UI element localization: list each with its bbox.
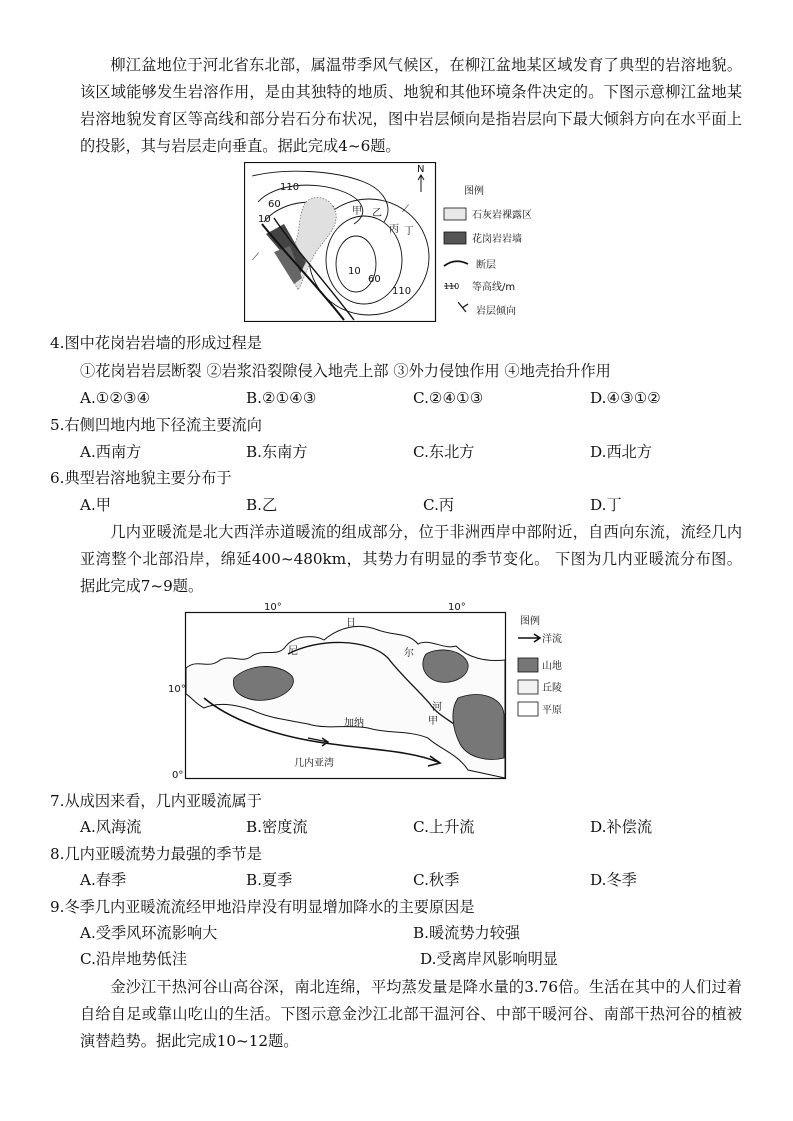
question-4-stem: 4.图中花岗岩岩墙的形成过程是 (50, 334, 262, 352)
option-a[interactable]: A.春季 (80, 871, 127, 889)
option-c[interactable]: C.②④①③ (413, 389, 484, 407)
option-a[interactable]: A.甲 (80, 496, 111, 514)
question-6-options (80, 493, 760, 517)
option-d[interactable]: D.冬季 (590, 871, 637, 889)
map-label: 几内亚湾 (294, 758, 334, 769)
contour-label: 10 (258, 214, 271, 225)
guinea-map-svg (168, 598, 568, 784)
question-7-options (80, 815, 760, 839)
question-7-stem: 7.从成因来看，几内亚暖流属于 (50, 792, 262, 810)
place-label: 甲 (352, 206, 362, 217)
karst-map-svg (244, 162, 537, 322)
legend-item: 等高线/m (472, 282, 516, 293)
option-a[interactable]: A.西南方 (80, 443, 142, 461)
map-label: 尔 (404, 648, 414, 659)
question-9-options-row2 (80, 947, 760, 971)
legend-item: 平原 (542, 705, 562, 716)
legend-limestone-swatch (444, 208, 466, 220)
place-label: 乙 (372, 208, 382, 219)
legend-item: 山地 (542, 661, 562, 672)
question-9-stem: 9.冬季几内亚暖流流经甲地沿岸没有明显增加降水的主要原因是 (50, 898, 475, 916)
question-8-options (80, 868, 760, 892)
option-b[interactable]: B.夏季 (246, 871, 293, 889)
legend-item: 石灰岩裸露区 (472, 210, 532, 221)
option-c[interactable]: C.丙 (423, 496, 455, 514)
legend-item: 断层 (476, 260, 496, 271)
option-c[interactable]: C.秋季 (413, 871, 460, 889)
passage-karst: 柳江盆地位于河北省东北部，属温带季风气候区，在柳江盆地某区域发育了典型的岩溶地貌。该区域能够发生岩溶作用，是由其独特的地质、地貌和其他环境条件决定的。下图示意柳江盆地某岩溶地貌发育区等高线和部分岩石分布状况，图中岩层倾向是指岩层向下最大倾斜方向在水平面上的投影，其与岩层走向垂直。据此完成4~6题。 (80, 56, 742, 155)
passage-jinsha-valley: 金沙江干热河谷山高谷深，南北连绵，平均蒸发量是降水量的3.76倍。生活在其中的人们过着自给自足或靠山吃山的生活。下图示意金沙江北部干温河谷、中部干暖河谷、南部干热河谷的植被演替趋势。据此完成10~12题。 (80, 978, 742, 1050)
option-d[interactable]: D.补偿流 (590, 818, 653, 836)
guinea-current-map (168, 598, 568, 784)
option-b[interactable]: B.东南方 (246, 443, 308, 461)
question-5-stem: 5.右侧凹地内地下径流主要流向 (50, 416, 262, 434)
contour-label: 60 (268, 199, 281, 210)
legend-fault-icon (444, 261, 468, 266)
north-label: N (417, 164, 425, 175)
place-label: 丁 (404, 226, 414, 237)
legend-contour-value: 110 (444, 282, 460, 291)
place-label: 丙 (389, 224, 399, 235)
legend-current-icon (518, 634, 540, 642)
option-c[interactable]: C.沿岸地势低洼 (80, 950, 188, 968)
dip-symbol: ⟋ (402, 204, 409, 215)
legend-dip-icon (458, 302, 468, 312)
latitude-label: 10° (168, 684, 186, 695)
option-d[interactable]: D.西北方 (590, 443, 653, 461)
legend-granite-swatch (444, 232, 466, 244)
map-label: 甲 (428, 716, 438, 727)
legend-item: 岩层倾向 (476, 306, 516, 317)
option-a[interactable]: A.风海流 (80, 818, 142, 836)
option-b[interactable]: B.乙 (246, 496, 278, 514)
mountain-area (423, 650, 468, 682)
question-8-stem: 8.几内亚暖流势力最强的季节是 (50, 845, 262, 863)
legend-item: 丘陵 (542, 683, 562, 694)
contour-label: 60 (368, 274, 381, 285)
dip-symbol: ⟋ (252, 252, 259, 263)
legend-mountain-swatch (518, 658, 538, 672)
question-4-options (80, 386, 760, 410)
contour-label: 110 (280, 182, 300, 193)
longitude-label: 10° (264, 602, 282, 613)
option-b[interactable]: B.②①④③ (246, 389, 317, 407)
option-c[interactable]: C.上升流 (413, 818, 475, 836)
option-a[interactable]: A.①②③④ (80, 389, 151, 407)
legend-item: 洋流 (542, 634, 562, 645)
contour-label: 10 (348, 266, 361, 277)
legend-title: 图例 (464, 186, 484, 197)
contour-label: 110 (392, 286, 412, 297)
question-4-statements: ①花岗岩岩层断裂 ②岩浆沿裂隙侵入地壳上部 ③外力侵蚀作用 ④地壳抬升作用 (80, 362, 611, 380)
legend-title: 图例 (520, 616, 540, 627)
legend-item: 花岗岩岩墙 (472, 234, 522, 245)
karst-contour-map (244, 162, 537, 322)
option-b[interactable]: B.暖流势力较强 (413, 924, 521, 942)
map-label: 河 (432, 702, 442, 713)
longitude-label: 10° (448, 602, 466, 613)
question-5-options (80, 440, 760, 464)
legend-plain-swatch (518, 702, 538, 716)
map-label: 加纳 (344, 718, 364, 729)
question-9-options-row1 (80, 921, 760, 945)
map-label: 日 (346, 618, 356, 629)
legend-hill-swatch (518, 680, 538, 694)
question-6-stem: 6.典型岩溶地貌主要分布于 (50, 469, 232, 487)
latitude-label: 0° (172, 770, 184, 781)
option-d[interactable]: D.丁 (590, 496, 622, 514)
passage-guinea-current: 几内亚暖流是北大西洋赤道暖流的组成部分，位于非洲西岸中部附近，自西向东流，流经几内亚湾整个北部沿岸，绵延400~480km，其势力有明显的季节变化。 下图为几内亚暖流分布图。 据此完成7~9题。 (80, 523, 742, 595)
option-d[interactable]: D.受离岸风影响明显 (420, 950, 558, 968)
map-label: 尼 (288, 646, 298, 657)
option-a[interactable]: A.受季风环流影响大 (80, 924, 218, 942)
option-b[interactable]: B.密度流 (246, 818, 308, 836)
option-c[interactable]: C.东北方 (413, 443, 475, 461)
option-d[interactable]: D.④③①② (590, 389, 661, 407)
